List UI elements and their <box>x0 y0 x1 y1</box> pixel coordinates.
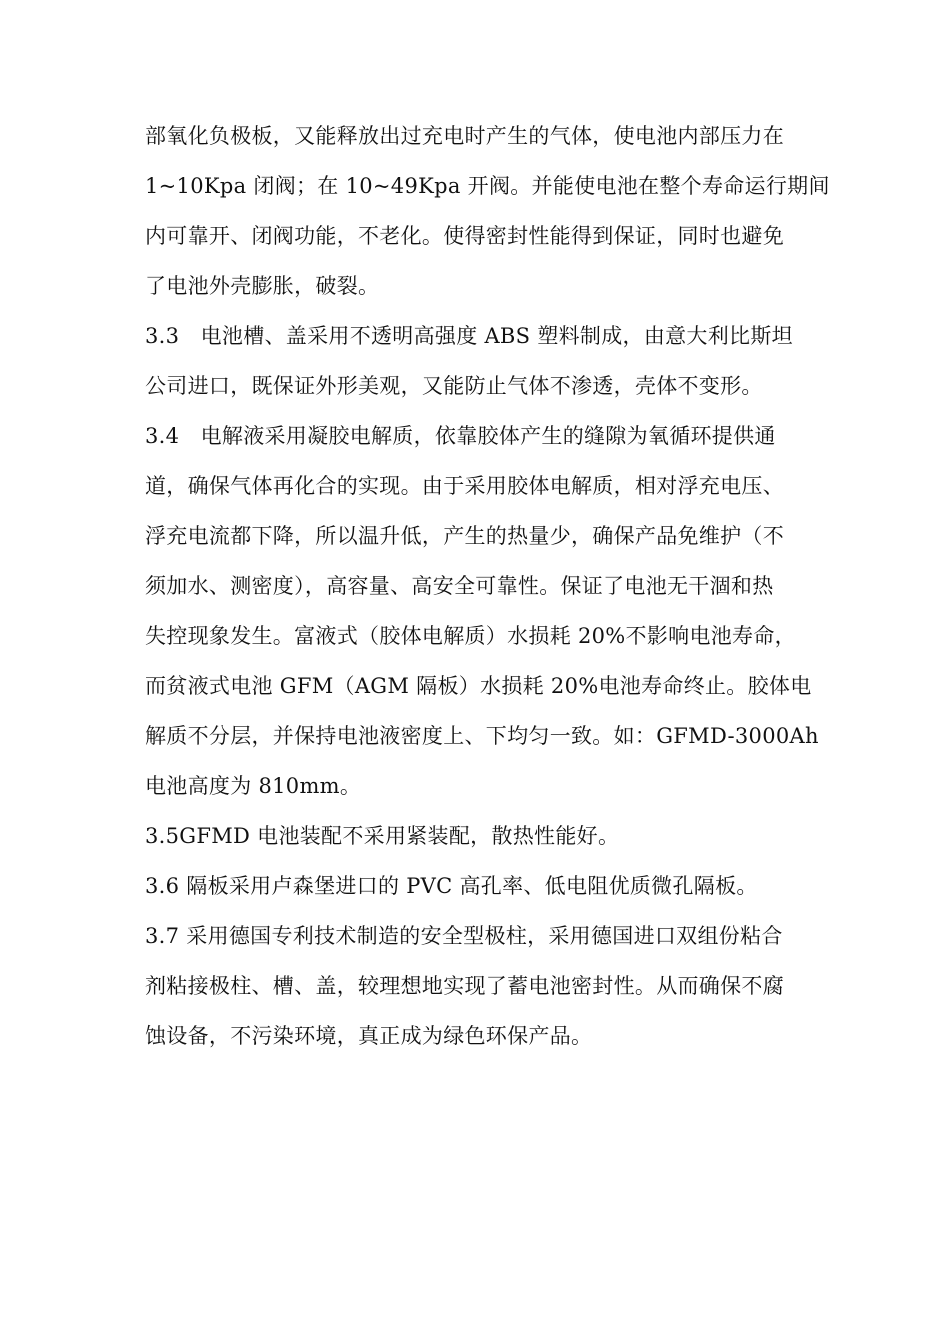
section-3-5-line-1: 3.5GFMD 电池装配不采用紧装配，散热性能好。 <box>145 824 620 848</box>
section-3-4-line-2: 道，确保气体再化合的实现。由于采用胶体电解质，相对浮充电压、 <box>145 474 784 498</box>
section-3-3-line-1: 3.3 电池槽、盖采用不透明高强度 ABS 塑料制成，由意大利比斯坦 <box>145 324 793 348</box>
section-3-4-line-4: 须加水、测密度），高容量、高安全可靠性。保证了电池无干涸和热 <box>145 574 774 598</box>
text-line-3: 内可靠开、闭阀功能，不老化。使得密封性能得到保证，同时也避免 <box>145 224 784 248</box>
section-3-3-line-2: 公司进口，既保证外形美观，又能防止气体不渗透，壳体不变形。 <box>145 374 763 398</box>
text-line-1: 部氧化负极板，又能释放出过充电时产生的气体，使电池内部压力在 <box>145 124 784 148</box>
section-3-4-line-1: 3.4 电解液采用凝胶电解质，依靠胶体产生的缝隙为氧循环提供通 <box>145 424 776 448</box>
section-3-6-line-1: 3.6 隔板采用卢森堡进口的 PVC 高孔率、低电阻优质微孔隔板。 <box>145 874 758 898</box>
section-3-7-line-1: 3.7 采用德国专利技术制造的安全型极柱，采用德国进口双组份粘合 <box>145 924 783 948</box>
section-3-4-line-5: 失控现象发生。富液式（胶体电解质）水损耗 20%不影响电池寿命， <box>145 624 796 648</box>
text-line-2: 1~10Kpa 闭阀；在 10~49Kpa 开阀。并能使电池在整个寿命运行期间 <box>145 174 830 198</box>
section-3-4-line-8: 电池高度为 810mm。 <box>145 774 362 798</box>
section-3-7-line-2: 剂粘接极柱、槽、盖，较理想地实现了蓄电池密封性。从而确保不腐 <box>145 974 784 998</box>
text-line-4: 了电池外壳膨胀，破裂。 <box>145 274 380 298</box>
section-3-4-line-6: 而贫液式电池 GFM（AGM 隔板）水损耗 20%电池寿命终止。胶体电 <box>145 674 812 698</box>
section-3-4-line-3: 浮充电流都下降，所以温升低，产生的热量少，确保产品免维护（不 <box>145 524 784 548</box>
section-3-4-line-7: 解质不分层，并保持电池液密度上、下均匀一致。如：GFMD-3000Ah <box>145 724 819 748</box>
section-3-7-line-3: 蚀设备，不污染环境，真正成为绿色环保产品。 <box>145 1024 593 1048</box>
